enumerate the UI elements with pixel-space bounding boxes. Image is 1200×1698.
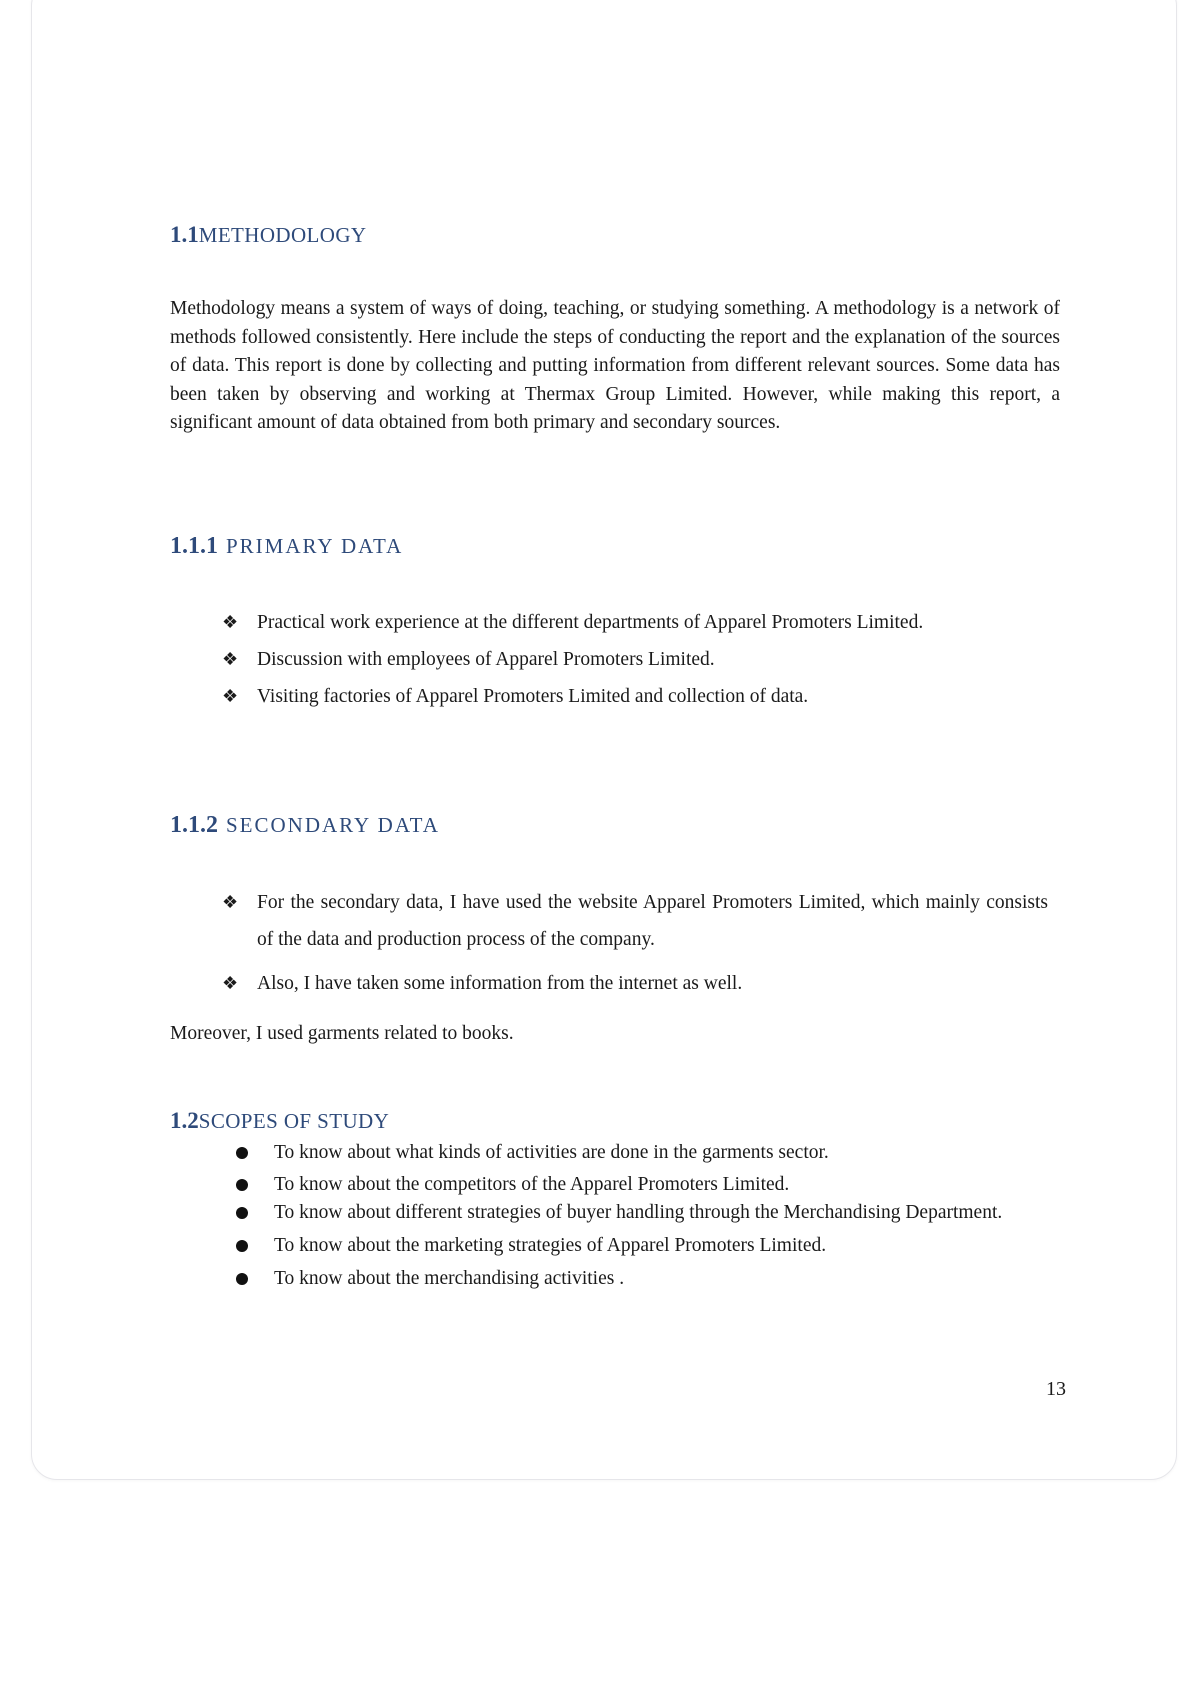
list-item	[234, 1141, 1044, 1164]
list-item	[222, 965, 1048, 1002]
list-item-text: Discussion with employees of Apparel Promoters Limited.	[257, 649, 715, 670]
bullet-dot-icon	[236, 1179, 248, 1191]
list-item-text: For the secondary data, I have used the website Apparel Promoters Limited, which mainly consists of the data and production process of the company.	[257, 892, 1048, 950]
secondary-data-heading-number: 1.1.2	[170, 812, 218, 838]
list-item	[222, 678, 1048, 715]
primary-data-heading-number: 1.1.1	[170, 533, 218, 559]
list-item	[234, 1173, 1044, 1196]
secondary-data-heading	[170, 812, 440, 839]
bullet-dot-icon	[236, 1273, 248, 1285]
secondary-data-list	[222, 884, 1048, 1002]
page-number: 13	[1046, 1378, 1066, 1400]
list-item	[222, 604, 1048, 641]
scopes-heading-title: SCOPES OF STUDY	[198, 1109, 390, 1133]
diamond-bullet-icon: ❖	[222, 612, 239, 632]
methodology-heading-number: 1.1	[170, 222, 199, 247]
methodology-heading-title: METHODOLOGY	[198, 223, 367, 247]
diamond-bullet-icon: ❖	[222, 892, 239, 912]
bullet-dot-icon	[236, 1147, 248, 1159]
scopes-heading-number: 1.2	[170, 1108, 199, 1133]
list-item	[222, 641, 1048, 678]
list-item	[234, 1267, 1044, 1290]
methodology-heading	[170, 222, 366, 248]
bullet-dot-icon	[236, 1240, 248, 1252]
scopes-heading	[170, 1108, 389, 1134]
diamond-bullet-icon: ❖	[222, 686, 239, 706]
list-item	[222, 884, 1048, 958]
list-item-text: To know about what kinds of activities are done in the garments sector.	[274, 1142, 829, 1163]
primary-data-heading	[170, 533, 403, 560]
primary-data-list	[222, 604, 1048, 715]
list-item-text: To know about different strategies of buyer handling through the Merchandising Department.	[274, 1202, 1003, 1223]
list-item-text: To know about the competitors of the Apparel Promoters Limited.	[274, 1174, 790, 1195]
primary-data-heading-title: PRIMARY DATA	[226, 534, 404, 558]
secondary-data-heading-title: SECONDARY DATA	[226, 813, 440, 837]
scopes-list	[234, 1141, 1044, 1290]
methodology-paragraph: Methodology means a system of ways of doing, teaching, or studying something. A methodology is a network of methods followed consistently. Here include the steps of conducting the report and the explanation of the sources of data. This report is done by collecting and putting information from different relevant sources. Some data has been taken by observing and working at Thermax Group Limited. However, while making this report, a significant amount of data obtained from both primary and secondary sources.	[170, 298, 1060, 433]
list-item	[234, 1201, 1044, 1224]
list-item	[234, 1234, 1044, 1257]
list-item-text: Visiting factories of Apparel Promoters Limited and collection of data.	[257, 686, 809, 707]
diamond-bullet-icon: ❖	[222, 649, 239, 669]
list-item-text: Practical work experience at the different departments of Apparel Promoters Limited.	[257, 612, 924, 633]
list-item-text: To know about the merchandising activities .	[274, 1268, 625, 1289]
diamond-bullet-icon: ❖	[222, 973, 239, 993]
secondary-data-closing-text: Moreover, I used garments related to books.	[170, 1023, 514, 1044]
bullet-dot-icon	[236, 1207, 248, 1219]
list-item-text: To know about the marketing strategies of Apparel Promoters Limited.	[274, 1235, 827, 1256]
list-item-text: Also, I have taken some information from the internet as well.	[257, 973, 743, 994]
